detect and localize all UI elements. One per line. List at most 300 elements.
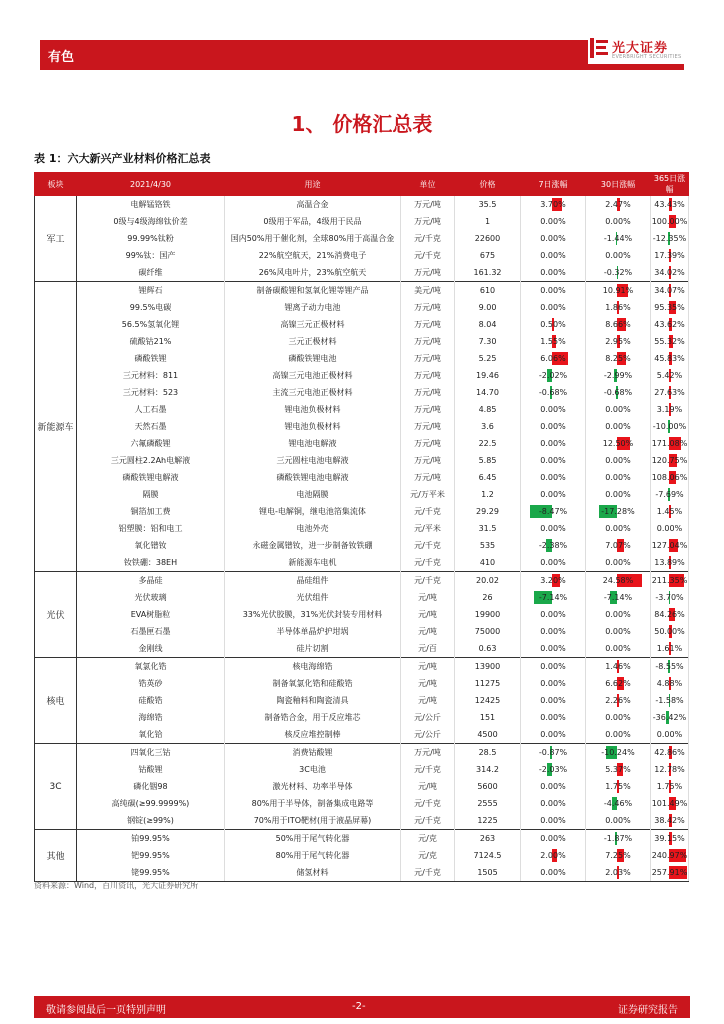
change-d365-cell (651, 486, 689, 503)
category-cell: 军工 (35, 196, 77, 282)
material-name: 氧化铪 (77, 726, 225, 744)
change-value: 257.91% (651, 868, 688, 877)
change-value: 0.00% (540, 473, 566, 482)
change-value: -10.00% (652, 422, 687, 431)
unit-cell: 万元/吨 (401, 367, 455, 384)
change-d365-cell (651, 384, 689, 401)
change-d7-cell (521, 401, 586, 418)
change-value: 1.75% (656, 782, 683, 791)
change-value: -0.68% (538, 388, 568, 397)
material-name: 金刚线 (77, 640, 225, 658)
change-value: 39.15% (654, 834, 685, 843)
material-name: 硅酸锆 (77, 692, 225, 709)
material-use: 制备锆合金，用于反应堆芯 (225, 709, 401, 726)
price-cell: 1225 (455, 812, 521, 830)
change-value: 17.39% (654, 251, 685, 260)
price-cell: 3.6 (455, 418, 521, 435)
change-value: 0.00% (540, 234, 566, 243)
material-use: 锂电池负极材料 (225, 401, 401, 418)
material-use: 高镍三元正极材料 (225, 316, 401, 333)
change-value: 0.00% (540, 217, 566, 226)
change-d7-cell (521, 864, 586, 882)
material-name: 铂99.95% (77, 830, 225, 848)
change-value: 0.00% (540, 524, 566, 533)
table-header-row (35, 173, 689, 196)
change-value: -3.70% (655, 593, 684, 602)
change-d30-cell (586, 658, 651, 676)
material-use: 磷酸铁锂电池 (225, 350, 401, 367)
table-row (35, 692, 689, 709)
change-value: 0.00% (540, 422, 566, 431)
change-d7-cell (521, 658, 586, 676)
change-value: -8.55% (655, 662, 684, 671)
change-d7-cell (521, 520, 586, 537)
change-d365-cell (651, 864, 689, 882)
change-value: 0.00% (605, 251, 631, 260)
table-row (35, 554, 689, 572)
material-name: 磷酸铁锂 (77, 350, 225, 367)
price-table (34, 172, 689, 882)
unit-cell: 万元/吨 (401, 299, 455, 316)
material-use: 三元圆柱电池电解液 (225, 452, 401, 469)
change-d365-cell (651, 333, 689, 350)
change-d365-cell (651, 520, 689, 537)
change-d365-cell (651, 744, 689, 762)
change-d365-cell (651, 350, 689, 367)
change-d365-cell (651, 401, 689, 418)
price-cell: 9.00 (455, 299, 521, 316)
material-name: 0级与4级海绵钛价差 (77, 213, 225, 230)
change-value: 0.00% (540, 662, 566, 671)
material-use: 3C电池 (225, 761, 401, 778)
change-value: 0.00% (540, 490, 566, 499)
change-value: 1.86% (605, 303, 631, 312)
source-note: 资料来源：Wind，百川资讯，光大证券研究所 (34, 881, 199, 890)
price-cell: 314.2 (455, 761, 521, 778)
material-use: 三元正极材料 (225, 333, 401, 350)
material-name: 锂辉石 (77, 282, 225, 300)
change-d365-cell (651, 812, 689, 830)
table-row (35, 761, 689, 778)
unit-cell: 美元/吨 (401, 282, 455, 300)
table-row (35, 435, 689, 452)
change-d365-cell (651, 452, 689, 469)
price-cell: 7.30 (455, 333, 521, 350)
price-cell: 6.45 (455, 469, 521, 486)
unit-cell: 万元/吨 (401, 418, 455, 435)
change-value: 0.00% (540, 834, 566, 843)
change-d365-cell (651, 554, 689, 572)
material-use: 70%用于ITO靶材(用于液晶屏幕) (225, 812, 401, 830)
change-value: 0.00% (605, 456, 631, 465)
change-value: 0.00% (540, 268, 566, 277)
unit-cell: 元/吨 (401, 692, 455, 709)
table-body (35, 196, 689, 882)
change-d30-cell (586, 864, 651, 882)
col-header: 2021/4/30 (77, 173, 225, 196)
material-use: 锂离子动力电池 (225, 299, 401, 316)
change-value: 43.62% (654, 320, 685, 329)
change-value: 0.00% (540, 644, 566, 653)
unit-cell: 元/千克 (401, 247, 455, 264)
unit-cell: 元/千克 (401, 795, 455, 812)
change-d7-cell (521, 640, 586, 658)
change-value: -4.46% (603, 799, 633, 808)
change-d7-cell (521, 316, 586, 333)
unit-cell: 元/吨 (401, 606, 455, 623)
price-cell: 22600 (455, 230, 521, 247)
category-cell: 其他 (35, 830, 77, 882)
change-d30-cell (586, 486, 651, 503)
unit-cell: 元/千克 (401, 554, 455, 572)
table-row (35, 401, 689, 418)
change-d365-cell (651, 778, 689, 795)
change-d30-cell (586, 435, 651, 452)
change-value: 0.00% (540, 439, 566, 448)
unit-cell: 元/公斤 (401, 726, 455, 744)
change-value: 0.00% (605, 217, 631, 226)
change-value: 0.00% (605, 816, 631, 825)
change-d365-cell (651, 469, 689, 486)
material-use: 主流三元电池正极材料 (225, 384, 401, 401)
unit-cell: 元/公斤 (401, 709, 455, 726)
table-row (35, 864, 689, 882)
price-cell: 29.29 (455, 503, 521, 520)
col-header: 单位 (401, 173, 455, 196)
price-cell: 675 (455, 247, 521, 264)
category-cell: 3C (35, 744, 77, 830)
change-value: 1.61% (656, 644, 683, 653)
unit-cell: 元/吨 (401, 623, 455, 640)
price-cell: 535 (455, 537, 521, 554)
change-value: 0.00% (540, 713, 566, 722)
material-name: 钕铁硼：38EH (77, 554, 225, 572)
unit-cell: 万元/吨 (401, 264, 455, 282)
table-row (35, 589, 689, 606)
footer-report-type: 证券研究报告 (618, 1005, 678, 1016)
material-use: 锂电池负极材料 (225, 418, 401, 435)
price-cell: 151 (455, 709, 521, 726)
material-use: 锂电池电解液 (225, 435, 401, 452)
change-value: -10.24% (601, 748, 635, 757)
change-value: -0.68% (603, 388, 633, 397)
material-name: 铜箔加工费 (77, 503, 225, 520)
price-cell: 4500 (455, 726, 521, 744)
material-name: 三元圆柱2.2Ah电解液 (77, 452, 225, 469)
material-use: 光伏组件 (225, 589, 401, 606)
price-cell: 22.5 (455, 435, 521, 452)
change-d365-cell (651, 247, 689, 264)
change-value: 2.47% (605, 200, 631, 209)
change-value: 0.00% (540, 799, 566, 808)
change-d365-cell (651, 709, 689, 726)
material-use: 锂电-电解铜，继电池箔集流体 (225, 503, 401, 520)
change-value: 0.00% (540, 405, 566, 414)
change-value: 34.02% (654, 268, 685, 277)
table-row (35, 486, 689, 503)
material-use: 半导体单晶炉护坩埚 (225, 623, 401, 640)
change-d30-cell (586, 384, 651, 401)
change-value: 8.66% (605, 320, 631, 329)
change-value: -8.47% (538, 507, 568, 516)
change-d7-cell (521, 435, 586, 452)
change-d7-cell (521, 213, 586, 230)
change-d30-cell (586, 264, 651, 282)
material-name: 隔膜 (77, 486, 225, 503)
price-cell: 4.85 (455, 401, 521, 418)
unit-cell: 元/万平米 (401, 486, 455, 503)
change-value: 6.06% (540, 354, 566, 363)
change-value: 0.00% (540, 251, 566, 260)
change-value: 0.50% (540, 320, 566, 329)
change-value: 7.25% (605, 851, 631, 860)
change-value: 12.50% (602, 439, 634, 448)
material-use: 0级用于军品，4级用于民品 (225, 213, 401, 230)
change-d7-cell (521, 367, 586, 384)
change-d7-cell (521, 709, 586, 726)
price-cell: 20.02 (455, 572, 521, 590)
unit-cell: 元/千克 (401, 572, 455, 590)
change-value: -1.87% (603, 834, 633, 843)
change-value: 0.00% (540, 610, 566, 619)
change-d7-cell (521, 282, 586, 300)
price-cell: 28.5 (455, 744, 521, 762)
change-d7-cell (521, 299, 586, 316)
change-d365-cell (651, 830, 689, 848)
unit-cell: 万元/吨 (401, 213, 455, 230)
table-row (35, 299, 689, 316)
change-d365-cell (651, 435, 689, 452)
material-name: 钢锭(≥99%) (77, 812, 225, 830)
material-use: 磷酸铁锂电池电解液 (225, 469, 401, 486)
price-cell: 1.2 (455, 486, 521, 503)
table-row (35, 418, 689, 435)
change-d7-cell (521, 623, 586, 640)
unit-cell: 万元/吨 (401, 452, 455, 469)
material-use: 永磁金属镨钕，进一步制备钕铁硼 (225, 537, 401, 554)
material-name: 电解锰铬铁 (77, 196, 225, 214)
change-d7-cell (521, 554, 586, 572)
table-row (35, 830, 689, 848)
change-value: 0.00% (605, 490, 631, 499)
col-header: 价格 (455, 173, 521, 196)
change-value: 3.19% (656, 405, 683, 414)
change-d365-cell (651, 264, 689, 282)
material-use: 核电海绵锆 (225, 658, 401, 676)
unit-cell: 元/千克 (401, 812, 455, 830)
change-d365-cell (651, 282, 689, 300)
change-value: 1.55% (540, 337, 566, 346)
material-name: 三元材料：811 (77, 367, 225, 384)
change-value: -1.44% (603, 234, 633, 243)
table-row (35, 709, 689, 726)
table-row (35, 213, 689, 230)
table-row (35, 196, 689, 214)
change-value: 0.00% (540, 627, 566, 636)
change-d30-cell (586, 367, 651, 384)
material-name: 光伏玻璃 (77, 589, 225, 606)
change-d7-cell (521, 452, 586, 469)
change-value: 0.00% (605, 610, 631, 619)
change-value: 45.83% (654, 354, 685, 363)
change-d30-cell (586, 537, 651, 554)
col-header: 7日涨幅 (521, 173, 586, 196)
change-value: -7.69% (655, 490, 684, 499)
unit-cell: 元/克 (401, 847, 455, 864)
material-name: 氧化镨钕 (77, 537, 225, 554)
change-d7-cell (521, 503, 586, 520)
change-d30-cell (586, 623, 651, 640)
change-value: -7.14% (603, 593, 633, 602)
unit-cell: 元/千克 (401, 503, 455, 520)
table-row (35, 350, 689, 367)
material-name: 铝塑膜：铝和电工 (77, 520, 225, 537)
change-value: 0.00% (605, 730, 631, 739)
unit-cell: 万元/吨 (401, 316, 455, 333)
change-d7-cell (521, 469, 586, 486)
unit-cell: 元/千克 (401, 230, 455, 247)
price-cell: 5600 (455, 778, 521, 795)
change-d7-cell (521, 812, 586, 830)
change-d30-cell (586, 675, 651, 692)
unit-cell: 元/吨 (401, 778, 455, 795)
change-value: -7.14% (538, 593, 568, 602)
change-d7-cell (521, 692, 586, 709)
material-name: 氧氯化锆 (77, 658, 225, 676)
change-d30-cell (586, 282, 651, 300)
change-value: 0.00% (605, 644, 631, 653)
material-name: 56.5%氢氧化锂 (77, 316, 225, 333)
material-name: 99.99%钛粉 (77, 230, 225, 247)
change-d365-cell (651, 589, 689, 606)
material-use: 电池外壳 (225, 520, 401, 537)
material-name: 锆英砂 (77, 675, 225, 692)
change-d7-cell (521, 247, 586, 264)
change-d365-cell (651, 230, 689, 247)
change-value: 12.78% (654, 765, 685, 774)
material-use: 新能源车电机 (225, 554, 401, 572)
change-d7-cell (521, 726, 586, 744)
table-row (35, 572, 689, 590)
change-d30-cell (586, 830, 651, 848)
change-value: -36.42% (652, 713, 687, 722)
unit-cell: 万元/吨 (401, 401, 455, 418)
logo-subtitle: EVERBRIGHT SECURITIES (612, 54, 682, 60)
table-row (35, 384, 689, 401)
table-row (35, 316, 689, 333)
price-cell: 410 (455, 554, 521, 572)
change-d30-cell (586, 350, 651, 367)
change-d365-cell (651, 418, 689, 435)
change-d365-cell (651, 726, 689, 744)
page-title: 1、 价格汇总表 (291, 112, 433, 136)
change-d7-cell (521, 795, 586, 812)
change-value: 0.00% (605, 422, 631, 431)
material-use: 50%用于尾气转化器 (225, 830, 401, 848)
change-d7-cell (521, 537, 586, 554)
change-value: 38.42% (654, 816, 685, 825)
change-value: 10.91% (602, 286, 634, 295)
change-value: -12.35% (652, 234, 687, 243)
change-d30-cell (586, 709, 651, 726)
material-name: 钴酸锂 (77, 761, 225, 778)
change-d30-cell (586, 778, 651, 795)
change-d365-cell (651, 675, 689, 692)
change-d365-cell (651, 847, 689, 864)
change-value: -0.87% (538, 748, 568, 757)
material-use: 核反应堆控制棒 (225, 726, 401, 744)
change-value: 0.00% (605, 405, 631, 414)
col-header: 365日涨幅 (651, 173, 689, 196)
price-cell: 161.32 (455, 264, 521, 282)
table-row (35, 847, 689, 864)
material-use: 26%风电叶片，23%航空航天 (225, 264, 401, 282)
table-row (35, 469, 689, 486)
table-row (35, 812, 689, 830)
change-d365-cell (651, 623, 689, 640)
change-d365-cell (651, 196, 689, 214)
table-row (35, 503, 689, 520)
change-d30-cell (586, 812, 651, 830)
unit-cell: 元/克 (401, 830, 455, 848)
material-use: 制备氧氯化锆和硅酸锆 (225, 675, 401, 692)
table-row (35, 623, 689, 640)
change-value: 0.00% (605, 627, 631, 636)
change-value: 4.88% (656, 679, 683, 688)
change-value: 0.00% (605, 713, 631, 722)
change-value: 13.89% (654, 558, 685, 567)
change-d30-cell (586, 452, 651, 469)
price-cell: 75000 (455, 623, 521, 640)
change-value: 1.45% (656, 507, 683, 516)
price-cell: 1 (455, 213, 521, 230)
unit-cell: 元/平米 (401, 520, 455, 537)
change-value: 100.00% (651, 217, 688, 226)
material-name: 磷酸铁锂电解液 (77, 469, 225, 486)
col-header: 用途 (225, 173, 401, 196)
change-value: 0.00% (540, 456, 566, 465)
change-d30-cell (586, 726, 651, 744)
change-value: 171.08% (651, 439, 688, 448)
change-d365-cell (651, 572, 689, 590)
change-d7-cell (521, 675, 586, 692)
change-d30-cell (586, 847, 651, 864)
price-cell: 13900 (455, 658, 521, 676)
change-value: 2.00% (540, 851, 566, 860)
change-d365-cell (651, 503, 689, 520)
price-cell: 5.85 (455, 452, 521, 469)
unit-cell: 万元/吨 (401, 196, 455, 214)
change-d7-cell (521, 572, 586, 590)
change-value: -2.99% (603, 371, 633, 380)
unit-cell: 元/吨 (401, 589, 455, 606)
material-name: EVA树脂粒 (77, 606, 225, 623)
material-use: 硅片切割 (225, 640, 401, 658)
change-d365-cell (651, 213, 689, 230)
change-value: 50.00% (654, 627, 685, 636)
change-value: 2.95% (605, 337, 631, 346)
unit-cell: 万元/吨 (401, 469, 455, 486)
change-d365-cell (651, 692, 689, 709)
material-name: 四氧化三钴 (77, 744, 225, 762)
change-d7-cell (521, 264, 586, 282)
change-value: 0.00% (540, 679, 566, 688)
material-name: 99.5%电碳 (77, 299, 225, 316)
change-value: -2.03% (538, 765, 568, 774)
change-value: 3.20% (540, 576, 566, 585)
change-value: 8.25% (605, 354, 631, 363)
change-value: 6.62% (605, 679, 631, 688)
